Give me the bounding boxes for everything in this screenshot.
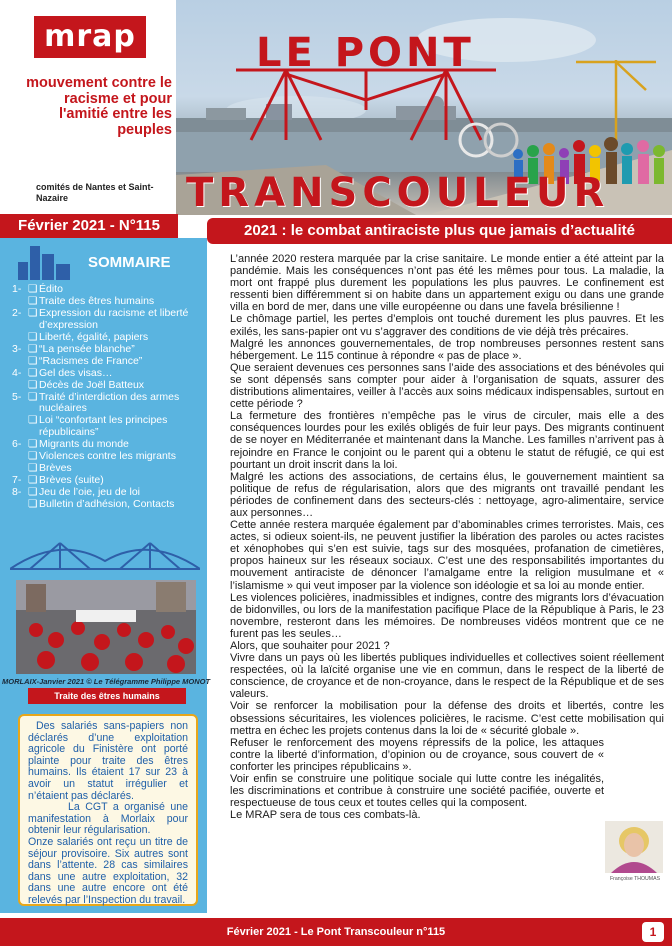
title-le-pont: LE PONT — [256, 30, 475, 76]
toc-item[interactable]: ❏ Décès de Joël Batteux — [28, 378, 145, 391]
traite-paragraph: Des salariés sans-papiers non déclarés d’une exploitation agricole du Finistère ont porté plainte pour traite des êtres humains. Ils étaient 17 sur 23 à avoir un statut irrégulier et n’étaient pas déclarés. — [28, 720, 188, 802]
bridge-icon — [10, 539, 200, 579]
sommaire-title: SOMMAIRE — [88, 254, 171, 271]
toc-item[interactable]: ❏ Liberté, égalité, papiers — [28, 330, 149, 343]
toc-item[interactable]: 5- ❏ Traité d’interdiction des armes nucléaires — [12, 390, 180, 414]
checkbox-icon: ❏ — [28, 354, 38, 367]
demonstration-crowd-image — [16, 580, 196, 674]
article-paragraph: Voir se renforcer la mobilisation pour la défense des droits et libertés, contre les obsessions sécuritaires, les violences policières, le racisme. C’est cette mobilisation qui mettra en échec les projets contenus dans la loi de « sécurité globale ». — [230, 700, 664, 737]
page-footer — [0, 918, 672, 946]
article-paragraph: Les violences policières, inadmissibles et indignes, contre des migrants lors d’évacuation de bidonvilles, ou lors de la manifestation pacifique Place de la République à Paris, le 23 novembre, resteront dans les mémoires. De nombreuses vidéos montrent que ce ne furent pas les seules… — [230, 591, 664, 640]
checkbox-icon: ❏ — [28, 473, 38, 486]
article-paragraph: Malgré les actions des associations, de certains élus, le gouvernement maintient sa politique de refus de régularisation, alors que des migrants ont travaillé pendant les périodes de confinement dans des secteurs-clés : nettoyage, agro-alimentaire, service aux personnes… — [230, 470, 664, 519]
title-transcouleur: TRANSCOULEUR — [186, 170, 610, 215]
article-paragraph: Vivre dans un pays où les libertés publiques individuelles et collectives soient réellement respectées, où la laïcité organise une vie en commun, dans le respect de la liberté de conscience, de croyance et de non-croyance, dans le respect de la République et de ses valeurs. — [230, 652, 664, 701]
author-portrait-image — [605, 821, 663, 873]
issue-banner: Février 2021 - N°115 — [0, 214, 178, 238]
traite-banner: Traite des êtres humains — [28, 688, 186, 704]
checkbox-icon: ❏ — [28, 307, 38, 319]
mrap-logo: mrap — [34, 16, 146, 58]
checkbox-icon: ❏ — [28, 330, 38, 343]
toc-item[interactable]: 1- ❏ Édito — [12, 283, 63, 295]
author-portrait — [605, 821, 663, 873]
article-paragraph: Refuser le renforcement des moyens répressifs de la police, les attaques contre la liberté d’information, d’opinion ou de croyance, sous couvert de « conforter les principes républicains ». — [230, 736, 604, 773]
article-paragraph: Malgré les annonces gouvernementales, de trop nombreuses personnes restent sans hébergement. Le 115 continue à répondre « pas de place ». — [230, 337, 664, 362]
checkbox-icon: ❏ — [28, 366, 38, 379]
traite-paragraph: Onze salariés ont reçu un titre de séjour provisoire. Six autres sont dans l’attente. 28 cas similaires dans une autre exploitation, 32 dans une autre encore ont été relevés par l’Inspection du travail. — [28, 835, 188, 906]
footer-text: Février 2021 - Le Pont Transcouleur n°115 — [226, 926, 446, 938]
masthead-photo — [176, 0, 672, 215]
page-number: 1 — [642, 922, 664, 942]
checkbox-icon: ❏ — [28, 461, 38, 474]
checkbox-icon: ❏ — [28, 414, 38, 426]
headline-banner: 2021 : le combat antiraciste plus que jamais d’actualité — [207, 218, 672, 244]
editorial-article — [230, 253, 664, 821]
photo-caption: MORLAIX-Janvier 2021 © Le Télégramme Philippe MONOT — [2, 677, 211, 686]
traite-box — [18, 714, 198, 906]
checkbox-icon: ❏ — [28, 497, 38, 510]
toc-item[interactable]: ❏ Traite des êtres humains — [28, 295, 155, 307]
article-paragraph: Cette année restera marquée également par d’abominables crimes terroristes. Mais, ces actes, si odieux soient-ils, ne peuvent justifier la libération des paroles ou actes racistes et xénophobes qui s’en est suivie, tags sur des mosquées, profanation de cimetières, propos haineux sur les réseaux sociaux. C’est une des responsabilités importantes du mouvement antiraciste de dénoncer l’amalgame entre la religion musulmane et « l’islamisme » qui veut imposer par la violence son idéologie et sa loi au monde entier. — [230, 519, 664, 592]
logo-subtitle: mouvement contre le racisme et pour l'amitié entre les peuples — [26, 75, 172, 138]
demonstration-photo — [16, 580, 196, 674]
toc-item[interactable]: ❏ Loi “confortant les principes républicains” — [28, 414, 168, 438]
masthead-left — [0, 0, 176, 210]
toc-item[interactable]: ❏ Bulletin d’adhésion, Contacts — [28, 497, 175, 510]
portrait-caption: Françoise THOUMAS — [609, 876, 661, 882]
table-of-contents — [12, 284, 200, 511]
city-skyline-icon — [14, 240, 74, 280]
toc-item[interactable]: 3- ❏ “La pensée blanche” — [12, 342, 135, 355]
sidebar — [0, 238, 211, 913]
toc-item[interactable]: 8- ❏ Jeu de l’oie, jeu de loi — [12, 485, 140, 498]
toc-item[interactable]: 6- ❏ Migrants du monde — [12, 437, 129, 450]
toc-item[interactable]: ❏ Violences contre les migrants — [28, 449, 176, 462]
article-paragraph: Le chômage partiel, les pertes d’emplois ont touché durement les plus pauvres. Et les exilés, les sans-papier ont vu s’aggraver des conditions de vie déjà très précaires. — [230, 313, 664, 338]
traite-paragraph: La CGT a organisé une manifestation à Morlaix pour obtenir leur régularisation. — [28, 801, 188, 837]
toc-item[interactable]: ❏ “Racismes de France” — [28, 354, 143, 367]
checkbox-icon: ❏ — [28, 295, 38, 307]
checkbox-icon: ❏ — [28, 283, 38, 295]
checkbox-icon: ❏ — [28, 378, 38, 391]
toc-item[interactable]: ❏ Brèves — [28, 461, 72, 474]
article-paragraph: Voir enfin se construire une politique sociale qui lutte contre les inégalités, les discriminations et contribue à construire une société pacifiée, ouverte et respectueuse de tous ceux et toutes celles qui la composent. — [230, 773, 604, 810]
checkbox-icon: ❏ — [28, 449, 38, 462]
checkbox-icon: ❏ — [28, 437, 38, 450]
checkbox-icon: ❏ — [28, 390, 38, 403]
toc-item[interactable]: 4- ❏ Gel des visas… — [12, 366, 113, 379]
committees-label: comités de Nantes et Saint-Nazaire — [36, 182, 154, 203]
article-paragraph: Alors, que souhaiter pour 2021 ? — [230, 640, 390, 652]
checkbox-icon: ❏ — [28, 485, 38, 498]
toc-item[interactable]: 2- ❏ Expression du racisme et liberté d’expression — [12, 307, 189, 331]
article-paragraph: L’année 2020 restera marquée par la crise sanitaire. Le monde entier a été atteint par la pandémie. Mais les conséquences n’ont pas été les mêmes pour tous. La maladie, la mort ont frappé plus durement les populations les plus pauvres. Le confinement est ressenti bien différemment si on habite dans un appartement exigu ou dans une grande villa en bord de mer, dans une ville européenne ou dans une favela brésilienne ! — [230, 253, 664, 314]
toc-item[interactable]: 7- ❏ Brèves (suite) — [12, 473, 104, 486]
article-paragraph: La fermeture des frontières n’empêche pas le virus de circuler, mais elle a des conséquences lourdes pour les exilés obligés de fuir leur pays. Des migrants continuent de se noyer en Méditerranée et maintenant dans la Manche. Les familles n’arrivent pas à rejoindre en France le conjoint ou le parent qui a obtenu le statut de réfugié, ce qui est pourtant un droit inscrit dans la loi. — [230, 410, 664, 471]
article-paragraph: Que seraient devenues ces personnes sans l’aide des associations et des bénévoles qui se sont dépensés sans compter pour aider à l’organisation de squats, assurer des distributions alimentaires, veiller à l’accès aux soins médicaux indispensables, surtout en cette période ? — [230, 361, 664, 411]
article-paragraph: Le MRAP sera de tous ces combats-là. — [230, 809, 421, 822]
checkbox-icon: ❏ — [28, 342, 38, 355]
